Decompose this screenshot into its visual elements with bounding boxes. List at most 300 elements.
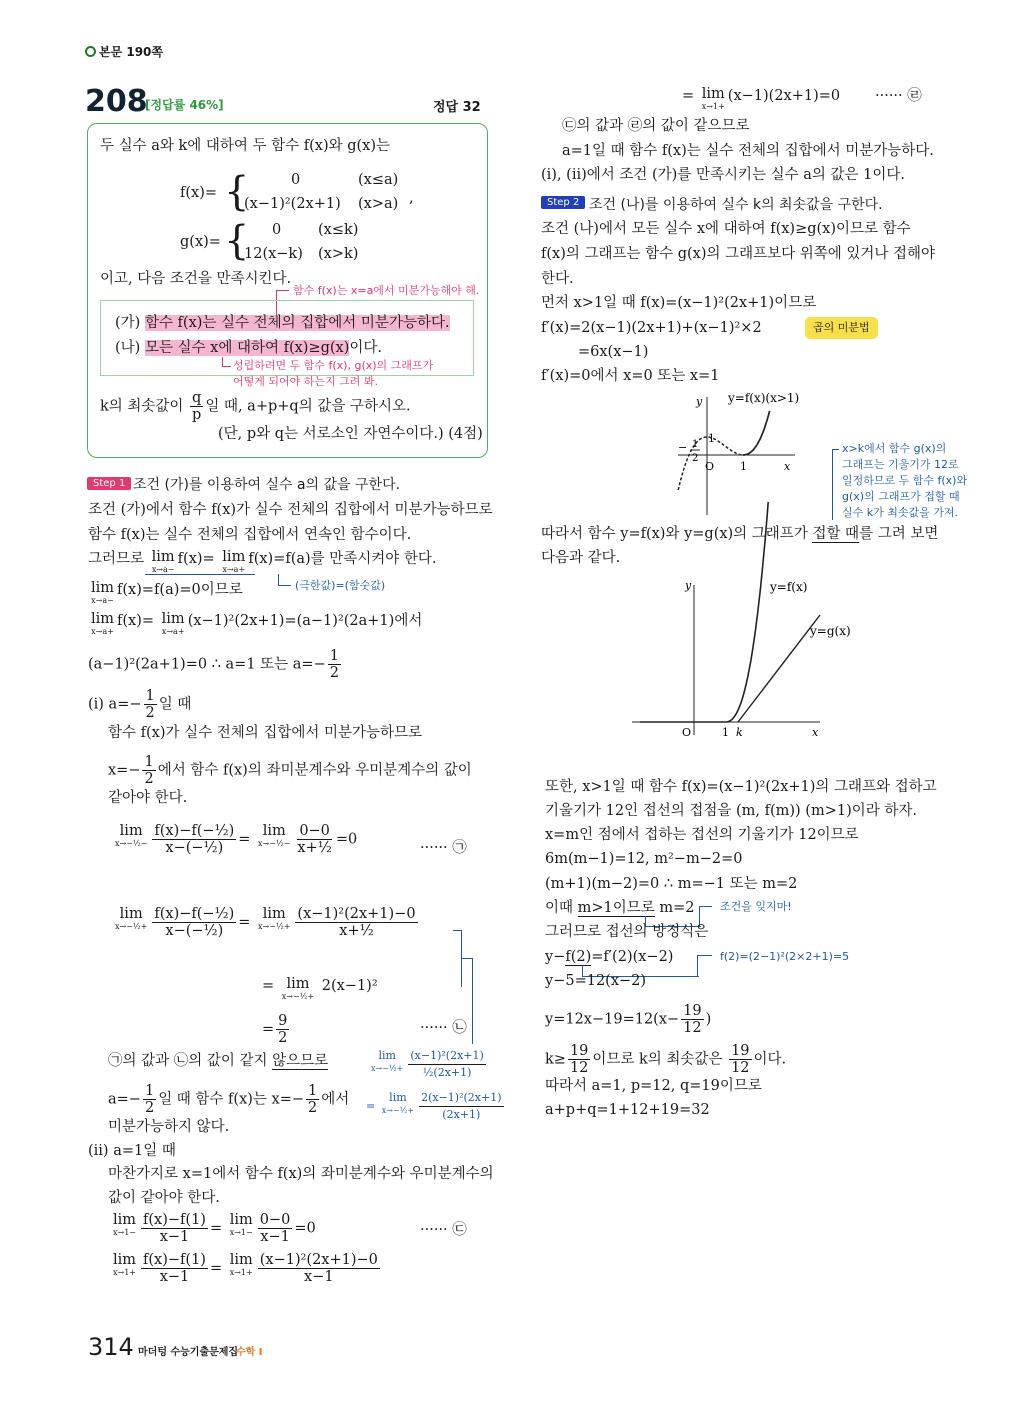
denominator (337, 923, 375, 939)
lim-subscript: x→1+ (229, 1268, 253, 1277)
step1-badge: Step 1 (87, 477, 131, 490)
fraction (190, 390, 203, 423)
text-segment: 따라서 a=1, p=12, q=19이므로 (545, 1078, 762, 1094)
text-segment: 조건 (나)에서 모든 실수 x에 대하여 f(x)≥g(x)이므로 함수 (541, 221, 911, 237)
text-segment: 에서 함수 f(x)의 좌미분계수와 우미분계수의 값이 (157, 762, 472, 779)
text-segment: (i), (ii)에서 조건 (가)를 만족시키는 실수 a의 값은 1이다. (541, 167, 905, 183)
note-limit-equals-value: (극한값)=(함숫값) (295, 579, 386, 592)
text-segment: 이다. (753, 1051, 787, 1068)
lim-subscript: x→−½− (115, 839, 148, 848)
fraction (143, 1083, 156, 1116)
text-segment: q (192, 390, 202, 406)
note-line: 그래프는 기울기가 12로 (842, 458, 959, 471)
text-segment: f(x)= (117, 613, 159, 629)
lim-word: lim (151, 549, 175, 565)
text-segment: (x≤k) (318, 222, 359, 238)
fraction (276, 1013, 289, 1046)
right-line (545, 898, 695, 918)
f-comma: , (409, 190, 414, 206)
g-row2-cond (318, 244, 358, 264)
text-segment: (x>a) (358, 196, 399, 212)
fraction (152, 823, 236, 856)
text-segment: (x>k) (318, 246, 359, 262)
side-calc-connector (461, 958, 473, 1044)
right-line (545, 1100, 710, 1120)
text-segment: 19 (569, 1043, 589, 1059)
text-segment: (x−1)²(2x+1) (244, 196, 341, 212)
limit-note-connector (145, 574, 255, 575)
text-segment: (ii) a=1일 때 (88, 1143, 176, 1159)
text-segment: 12 (569, 1060, 589, 1076)
condition-ga (115, 313, 450, 333)
numerator (152, 906, 236, 923)
y-axis-label: y (685, 579, 692, 592)
text-segment: = (238, 831, 256, 848)
text-segment: f(x)=f(a)=0이므로 (117, 582, 243, 598)
limit (382, 1090, 414, 1115)
text-segment: (i) a=− (88, 696, 142, 713)
text-segment: 일 때 (158, 696, 192, 713)
text-segment: = (262, 1021, 275, 1038)
x-tick-1: 1 (722, 726, 729, 739)
denominator (158, 1229, 192, 1245)
lim-subscript: x→−½− (258, 839, 291, 848)
text-segment: 19 (683, 1003, 702, 1019)
fraction (295, 906, 417, 939)
right-line (541, 366, 720, 386)
x-tick-k: k (736, 726, 743, 739)
text-segment: (x−1)²(2x+1)−0 (259, 1252, 378, 1268)
fraction (152, 906, 236, 939)
fraction (408, 1048, 485, 1081)
numerator (568, 1043, 590, 1060)
text-segment: x−1 (260, 1229, 290, 1245)
limit (91, 580, 114, 605)
answer-label: 정답 32 (433, 100, 481, 115)
text-segment: 1 (144, 754, 154, 770)
text-segment: 12 (683, 1020, 702, 1036)
y-tick-1: 1 (708, 432, 715, 445)
lim-word: lim (113, 1212, 137, 1228)
lim-word: lim (389, 1091, 407, 1104)
text-segment: a=− (108, 1091, 141, 1108)
lim-subscript: x→1+ (113, 1268, 137, 1277)
origin-label: O (682, 726, 692, 739)
right-line (541, 293, 816, 313)
text-segment: 2(x−1)²(2x+1) (421, 1091, 502, 1104)
limit (115, 906, 147, 931)
text-segment: = (209, 1220, 227, 1237)
f-row2-expr (244, 194, 341, 214)
text-segment: y=12x−19=12(x− (545, 1011, 680, 1028)
numerator (143, 1083, 156, 1100)
left-derivative-right (112, 906, 420, 939)
left-line (88, 500, 493, 520)
fraction (142, 754, 155, 787)
limit (152, 549, 175, 574)
left-line (108, 1188, 220, 1208)
text-segment: 이고, 다음 조건을 만족시킨다. (100, 271, 292, 287)
left-line (108, 788, 187, 808)
denominator (421, 1065, 474, 1081)
g-definition-lhs (180, 232, 221, 252)
text-segment: f(x)−f(1) (143, 1252, 206, 1268)
curve-solid-part (743, 411, 770, 455)
right-line (562, 141, 934, 161)
denominator (163, 840, 225, 856)
right-line (545, 947, 673, 967)
lim-word: lim (222, 549, 246, 565)
right-line (545, 971, 646, 991)
note-line: 일정하므로 두 함수 f(x)와 (842, 474, 968, 487)
text-segment: 0−0 (259, 1212, 291, 1228)
text-segment: = (262, 978, 279, 994)
f-row1-cond (358, 170, 398, 190)
text-segment: 9 (278, 1013, 288, 1029)
numerator (258, 1212, 293, 1229)
right-line (545, 874, 797, 894)
text-segment: ½(2x+1) (422, 1066, 472, 1079)
limit-note-connector (278, 574, 291, 586)
limit (702, 86, 725, 111)
text-segment: =6x(x−1) (578, 344, 649, 360)
text-segment: (m+1)(m−2)=0 ∴ m=−1 또는 m=2 (545, 876, 798, 892)
text-segment: 1 (329, 648, 339, 664)
note-f2-value: f(2)=(2−1)²(2×2+1)=5 (720, 950, 850, 963)
right-line (545, 1076, 762, 1096)
fraction (295, 823, 333, 856)
right-line (545, 801, 917, 821)
text-segment: ㉠의 값과 ㉡의 값이 같지 (108, 1053, 273, 1069)
numerator (141, 1252, 208, 1269)
text-segment: g(x)= (180, 234, 221, 250)
fraction (144, 688, 157, 721)
text-segment: f′(x)=0에서 x=0 또는 x=1 (541, 368, 720, 384)
condition-intro (100, 269, 291, 289)
underlined-text: 접할 때 (812, 526, 860, 542)
text-segment: 1 (308, 1083, 318, 1099)
limit (222, 549, 245, 574)
denominator (142, 771, 155, 787)
lim-subscript: x→1+ (701, 102, 725, 111)
left-line (88, 580, 243, 605)
right-line (541, 219, 911, 239)
text-segment: x−1 (304, 1269, 334, 1285)
equation-marker-4: ······ ㉣ (875, 88, 922, 104)
right-line (545, 825, 859, 845)
circle-bullet-icon (85, 46, 96, 57)
lim-word: lim (91, 611, 115, 627)
question (100, 390, 411, 423)
lim-subscript: x→1− (113, 1228, 137, 1237)
problem-number: 208 (85, 84, 148, 119)
text-segment: 먼저 x>1일 때 f(x)=(x−1)²(2x+1)이므로 (541, 295, 817, 311)
numerator (306, 1083, 319, 1100)
left-line (108, 1051, 328, 1071)
limit (162, 611, 185, 636)
left-line (88, 1141, 176, 1161)
left-derivative-at-1-right (110, 1252, 382, 1285)
text-segment: y−5=12(x−2) (545, 973, 647, 989)
side-calculation-2 (366, 1090, 506, 1123)
text-segment: 를 그려 보면 (859, 526, 939, 542)
numerator (144, 688, 157, 705)
text-segment: =0 (335, 831, 358, 848)
lim-word: lim (161, 611, 185, 627)
right-line (682, 86, 840, 111)
text-segment: (x≤a) (358, 172, 399, 188)
graph-f-cubic (660, 385, 820, 520)
text-segment: 미분가능하지 않다. (108, 1119, 230, 1135)
denominator (681, 1020, 703, 1036)
text-segment: 1 (145, 688, 155, 704)
right-line (545, 1043, 786, 1076)
text-segment: 이다. (349, 340, 383, 356)
denominator (276, 1030, 289, 1046)
fraction (419, 1090, 503, 1123)
text-segment: x+½ (297, 840, 332, 856)
g-brace: { (224, 218, 250, 264)
f-row2-cond (358, 194, 398, 214)
x-axis-label: x (784, 460, 791, 473)
text-segment: p (192, 407, 202, 423)
limit (115, 823, 147, 848)
text-segment: 일 때, a+p+q의 값을 구하시오. (205, 398, 411, 415)
denominator (190, 407, 203, 423)
question-condition (218, 424, 483, 444)
graph-f-g-tangent (620, 575, 851, 745)
note-g-connector (832, 449, 839, 520)
numerator (328, 648, 341, 665)
x-axis-label: x (812, 726, 819, 739)
graph-title: y=f(x)(x>1) (728, 391, 800, 405)
text-segment: 두 실수 a와 k에 대하여 두 함수 f(x)와 g(x)는 (100, 138, 391, 154)
lim-subscript: x→a+ (161, 627, 185, 636)
text-segment: (a−1)²(2a+1)=0 ∴ a=1 또는 a=− (88, 656, 326, 673)
text-segment: = (209, 1260, 227, 1277)
text-segment: x−(−½) (165, 840, 224, 856)
accuracy-rate: [정답률 46%] (145, 98, 224, 112)
f2-note-connector (697, 955, 712, 977)
lim-word: lim (229, 1212, 253, 1228)
f-row1-expr (291, 170, 300, 190)
right-line (562, 116, 750, 136)
left-derivative-left (112, 823, 357, 856)
left-line (88, 648, 343, 681)
right-line (545, 922, 708, 942)
text-segment: x=− (108, 762, 141, 779)
text-segment: 2(x−1)² (317, 978, 378, 994)
text-segment: 2 (329, 665, 339, 681)
text-segment: x=m인 점에서 접하는 접선의 기울기가 12이므로 (545, 827, 859, 843)
left-line (108, 1083, 349, 1116)
denominator (258, 1229, 292, 1245)
fraction (729, 1043, 751, 1076)
text-segment: f(x)의 그래프는 함수 g(x)의 그래프보다 위쪽에 있거나 접해야 (541, 246, 936, 262)
text-segment: f(x)= (177, 551, 220, 567)
text-segment: 12(x−k) (244, 246, 303, 262)
lim-subscript: x→−½+ (258, 922, 291, 931)
equation-marker-1: ······ ㉠ (420, 840, 467, 856)
denominator (295, 840, 333, 856)
text-segment: 19 (731, 1043, 750, 1059)
fraction (258, 1212, 293, 1245)
fraction (258, 1252, 380, 1285)
text-segment: = (366, 1099, 379, 1113)
text-segment: f′(x)=2(x−1)(2x+1)+(x−1)²×2 (541, 320, 762, 336)
lim-subscript: x→−½+ (115, 922, 148, 931)
f-brace: { (224, 169, 250, 215)
note-remember-condition: 조건을 잊지마! (720, 900, 792, 913)
text-segment: 일 때 함수 f(x)는 x=− (158, 1091, 304, 1108)
g-row1-expr (272, 220, 281, 240)
text-segment: 0 (291, 172, 301, 188)
note2-connector (222, 357, 231, 367)
fraction (568, 1043, 590, 1076)
lim-subscript: x→−½+ (371, 1064, 404, 1073)
text-segment: 그러므로 (88, 551, 149, 567)
denominator (328, 665, 341, 681)
text-segment: 함수 f(x)가 실수 전체의 집합에서 미분가능하므로 (108, 725, 423, 741)
equation-marker-3: ······ ㉢ (420, 1222, 467, 1238)
underlined-text: m>1이므로 (577, 900, 655, 916)
lim-word: lim (378, 1049, 396, 1062)
lim-word: lim (113, 1252, 137, 1268)
numerator (729, 1043, 751, 1060)
denominator (143, 1100, 156, 1116)
x-tick-1: 1 (740, 460, 747, 473)
lim-word: lim (119, 906, 143, 922)
numerator (295, 906, 417, 923)
text-segment: 그러므로 접선의 방정식은 (545, 924, 709, 940)
left-line (88, 611, 422, 636)
text-segment: x−(−½) (165, 923, 224, 939)
text-segment: 2 (278, 1030, 288, 1046)
lim-subscript: x→a+ (222, 565, 246, 574)
denominator (302, 1269, 336, 1285)
text-segment: =f′(2)(x−2) (591, 949, 674, 965)
lim-subscript: x→a− (151, 565, 175, 574)
note-g-slope (842, 441, 967, 521)
fraction (328, 648, 341, 681)
fraction (306, 1083, 319, 1116)
f-label: y=f(x) (770, 580, 808, 594)
text-segment: (단, p와 q는 서로소인 자연수이다.) (4점) (218, 426, 483, 442)
neg-sign: − (678, 441, 688, 454)
text-segment: 한다. (541, 271, 574, 287)
right-line (541, 269, 574, 289)
section-ref (85, 43, 163, 60)
text-segment: =0 (294, 1220, 316, 1237)
product-rule-badge: 곱의 미분법 (805, 317, 878, 339)
f-definition-lhs (180, 183, 217, 203)
side-calculation-1 (368, 1048, 488, 1081)
denominator (306, 1100, 319, 1116)
text-segment: 따라서 함수 y=f(x)와 y=g(x)의 그래프가 (541, 526, 813, 542)
text-segment: 1 (144, 1083, 155, 1099)
text-segment: f(x)−f(−½) (154, 823, 235, 839)
lim-word: lim (262, 823, 286, 839)
page-number: 314 (88, 1333, 134, 1361)
text-segment: f(x)=f(a)를 만족시켜야 한다. (248, 551, 437, 567)
lim-word: lim (229, 1252, 253, 1268)
text-segment: 마찬가지로 x=1에서 함수 f(x)의 좌미분계수와 우미분계수의 (108, 1166, 494, 1182)
left-derivative-at-1-left (110, 1212, 316, 1245)
section-ref-text: 본문 190쪽 (99, 45, 164, 59)
lim-word: lim (119, 823, 143, 839)
limit (230, 1252, 253, 1277)
lim-subscript: x→−½+ (281, 992, 315, 1001)
denominator (163, 923, 225, 939)
lim-subscript: x→a+ (91, 627, 114, 636)
neg-half-den: 2 (692, 453, 699, 464)
text-segment: (나) (115, 340, 145, 356)
text-segment: 값이 같아야 한다. (108, 1190, 220, 1206)
denominator (158, 1269, 192, 1285)
right-line (545, 1003, 711, 1036)
left-line (88, 688, 191, 721)
text-segment: 0−0 (299, 823, 330, 839)
text-segment: 조건 (가)에서 함수 f(x)가 실수 전체의 집합에서 미분가능하므로 (88, 502, 493, 518)
left-line (108, 723, 422, 743)
numerator (297, 823, 332, 840)
step2-badge: Step 2 (541, 196, 585, 209)
step1-title: 조건 (가)를 이용하여 실수 a의 값을 구한다. (133, 477, 401, 493)
neg-half-num: 1 (692, 439, 699, 450)
fraction (681, 1003, 703, 1036)
text-segment: x−1 (159, 1229, 190, 1245)
denominator (440, 1107, 482, 1123)
numerator (142, 754, 155, 771)
text-segment: (x−1)²(2x+1)=(a−1)²(2a+1)에서 (187, 613, 423, 629)
text-segment: 0 (272, 222, 282, 238)
text-segment: 2 (308, 1100, 318, 1116)
note-graph-a: 성립하려면 두 함수 f(x), g(x)의 그래프가 (233, 359, 434, 372)
right-line (578, 342, 648, 362)
left-line (108, 1164, 494, 1184)
limit (91, 611, 114, 636)
right-line (541, 165, 905, 185)
limit (113, 1212, 136, 1237)
note-differentiable: 함수 f(x)는 x=a에서 미분가능해야 해. (293, 284, 480, 297)
limit (230, 1212, 253, 1237)
text-segment: 6m(m−1)=12, m²−m−2=0 (545, 851, 743, 867)
underlined-text: 않으므로 (272, 1053, 329, 1069)
lim-subscript: x→−½+ (381, 1106, 415, 1115)
text-segment: (2x+1) (442, 1108, 481, 1121)
numerator (190, 390, 203, 407)
step2-title: 조건 (나)를 이용하여 실수 k의 최솟값을 구한다. (589, 197, 883, 213)
lim-word: lim (262, 906, 286, 922)
underlined-text: f(2) (565, 949, 592, 965)
limit (258, 823, 290, 848)
highlighted-text: 모든 실수 x에 대하여 f(x)≥g(x) (144, 340, 350, 356)
left-line (262, 1013, 291, 1046)
limit (282, 976, 314, 1001)
g-row1-cond (318, 220, 358, 240)
text-segment: k≥ (545, 1051, 566, 1068)
right-line (545, 849, 742, 869)
text-segment: m=2 (654, 900, 695, 916)
text-segment: f(x)−f(−½) (154, 906, 235, 922)
text-segment: 또한, x>1일 때 함수 f(x)=(x−1)²(2x+1)의 그래프와 접하고 (545, 779, 937, 795)
numerator (258, 1252, 380, 1269)
numerator (152, 823, 236, 840)
text-segment: ㉢의 값과 ㉣의 값이 같으므로 (562, 118, 750, 134)
highlighted-text: 함수 f(x)는 실수 전체의 집합에서 미분가능하다. (144, 315, 450, 331)
g-label: y=g(x) (810, 624, 851, 638)
text-segment: 같아야 한다. (108, 790, 188, 806)
